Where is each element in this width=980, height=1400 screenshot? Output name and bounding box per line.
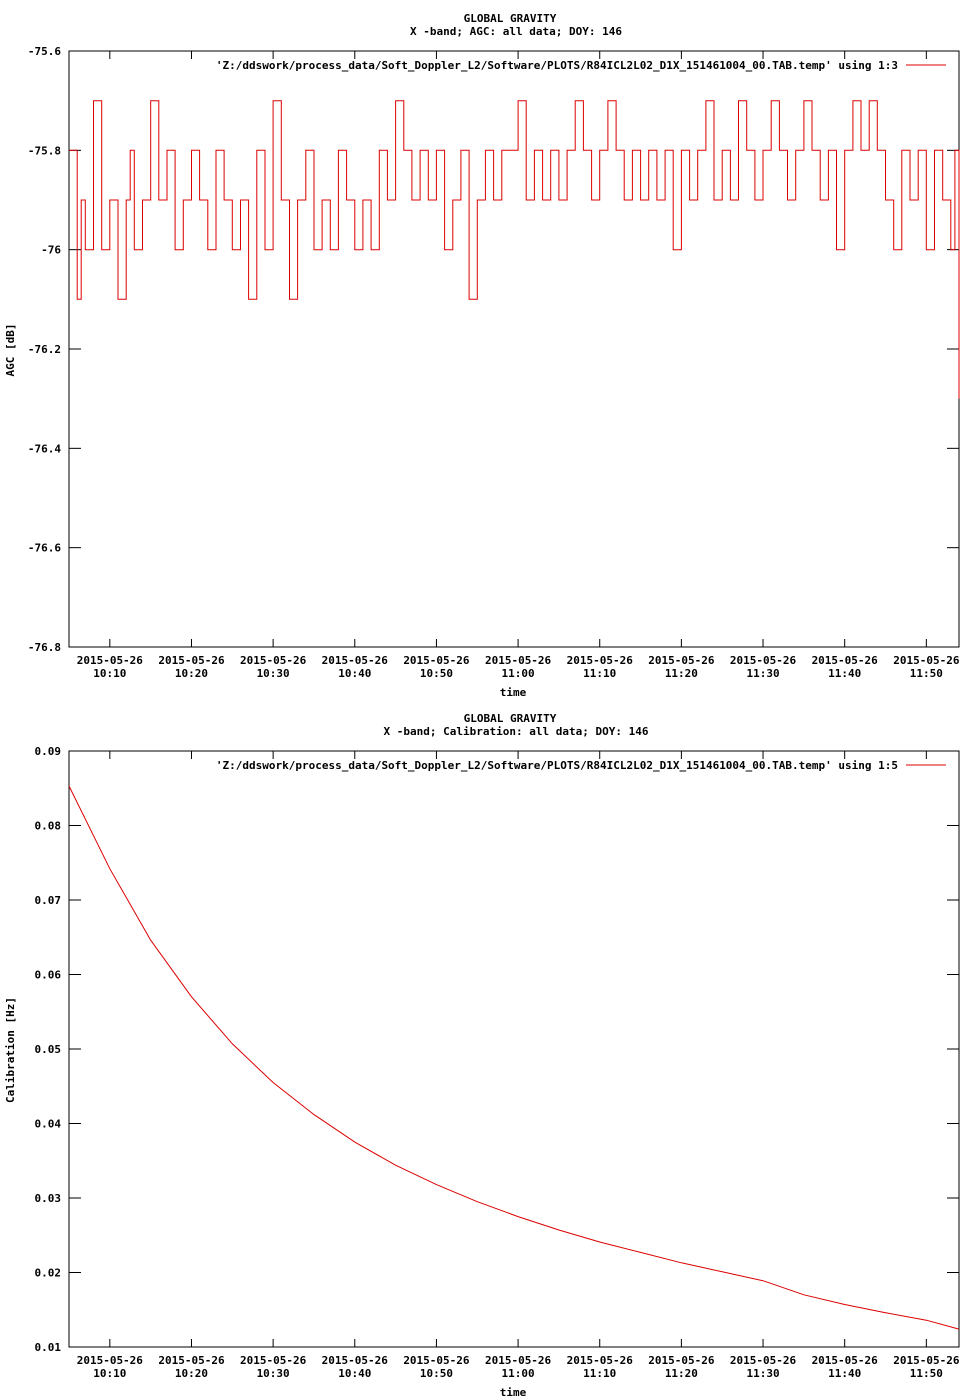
x-tick-label-time: 11:10 — [583, 667, 617, 680]
x-tick-label-date: 2015-05-26 — [811, 1354, 878, 1367]
x-tick-label-time: 10:40 — [338, 1367, 372, 1380]
x-tick-label-date: 2015-05-26 — [76, 1354, 143, 1367]
y-tick-label: 0.01 — [34, 1341, 61, 1354]
x-tick-label-time: 10:20 — [174, 1367, 209, 1380]
legend-label: 'Z:/ddswork/process_data/Soft_Doppler_L2/Software/PLOTS/R84ICL2L02_D1X_151461004_00.TAB.temp' using 1:5 — [215, 759, 898, 772]
x-tick-label-time: 11:20 — [664, 1367, 698, 1380]
y-tick-label: 0.04 — [34, 1117, 61, 1131]
x-tick-label-date: 2015-05-26 — [158, 1354, 225, 1367]
x-tick-label-time: 11:00 — [501, 1367, 535, 1380]
x-tick-label-date: 2015-05-26 — [403, 1354, 470, 1367]
chart-subtitle: X -band; Calibration: all data; DOY: 146 — [383, 725, 649, 738]
x-axis-label: time — [499, 686, 527, 699]
y-tick-label: -76.2 — [27, 343, 61, 356]
y-tick-label: 0.08 — [34, 819, 61, 833]
x-tick-label-time: 11:40 — [828, 667, 862, 680]
y-axis-label: AGC [dB] — [4, 323, 17, 377]
y-tick-label: -76.4 — [27, 442, 61, 456]
chart-subtitle: X -band; AGC: all data; DOY: 146 — [410, 25, 622, 38]
y-tick-label: 0.06 — [34, 968, 61, 982]
x-tick-label-time: 10:50 — [419, 1367, 453, 1380]
x-tick-label-time: 10:50 — [419, 667, 453, 680]
x-tick-label-time: 10:20 — [174, 667, 209, 680]
x-tick-label-date: 2015-05-26 — [729, 654, 797, 667]
x-tick-label-date: 2015-05-26 — [648, 1354, 715, 1367]
y-tick-label: -76.6 — [27, 541, 61, 555]
x-tick-label-time: 11:10 — [583, 1367, 617, 1380]
y-tick-label: -76.8 — [27, 641, 61, 654]
x-tick-label-time: 11:50 — [909, 1367, 943, 1380]
x-tick-label-time: 10:30 — [256, 1367, 290, 1380]
x-tick-label-date: 2015-05-26 — [729, 1354, 797, 1367]
x-tick-label-time: 11:50 — [909, 667, 943, 680]
y-tick-label: 0.05 — [34, 1043, 61, 1056]
chart-title: GLOBAL GRAVITY — [463, 12, 557, 25]
x-tick-label-time: 11:30 — [746, 1367, 780, 1380]
x-tick-label-date: 2015-05-26 — [566, 1354, 633, 1367]
x-tick-label-date: 2015-05-26 — [158, 654, 225, 667]
x-tick-label-time: 10:40 — [338, 667, 372, 680]
x-axis-label: time — [499, 1386, 527, 1399]
y-tick-label: -75.6 — [27, 45, 61, 58]
legend-label: 'Z:/ddswork/process_data/Soft_Doppler_L2/Software/PLOTS/R84ICL2L02_D1X_151461004_00.TAB.temp' using 1:3 — [215, 59, 898, 72]
x-tick-label-date: 2015-05-26 — [240, 1354, 307, 1367]
x-tick-label-date: 2015-05-26 — [484, 654, 552, 667]
y-tick-label: -76 — [41, 243, 61, 257]
chart-title: GLOBAL GRAVITY — [463, 712, 557, 725]
x-tick-label-time: 10:30 — [256, 667, 290, 680]
x-tick-label-date: 2015-05-26 — [484, 1354, 552, 1367]
x-tick-label-time: 11:20 — [664, 667, 698, 680]
x-tick-label-date: 2015-05-26 — [893, 654, 960, 667]
x-tick-label-time: 11:40 — [828, 1367, 862, 1380]
y-tick-label: 0.02 — [34, 1266, 61, 1280]
x-tick-label-date: 2015-05-26 — [648, 654, 715, 667]
x-tick-label-time: 11:00 — [501, 667, 535, 680]
x-tick-label-date: 2015-05-26 — [240, 654, 307, 667]
y-tick-label: 0.09 — [34, 745, 61, 758]
y-tick-label: 0.03 — [34, 1192, 61, 1205]
y-axis-label: Calibration [Hz] — [4, 997, 17, 1103]
y-tick-label: -75.8 — [27, 144, 61, 158]
x-tick-label-time: 11:30 — [746, 667, 780, 680]
x-tick-label-date: 2015-05-26 — [76, 654, 143, 667]
x-tick-label-time: 10:10 — [93, 667, 127, 680]
x-tick-label-date: 2015-05-26 — [893, 1354, 960, 1367]
y-tick-label: 0.07 — [34, 894, 61, 907]
x-tick-label-date: 2015-05-26 — [811, 654, 878, 667]
x-tick-label-time: 10:10 — [93, 1367, 127, 1380]
x-tick-label-date: 2015-05-26 — [321, 654, 388, 667]
x-tick-label-date: 2015-05-26 — [321, 1354, 388, 1367]
x-tick-label-date: 2015-05-26 — [566, 654, 633, 667]
x-tick-label-date: 2015-05-26 — [403, 654, 470, 667]
